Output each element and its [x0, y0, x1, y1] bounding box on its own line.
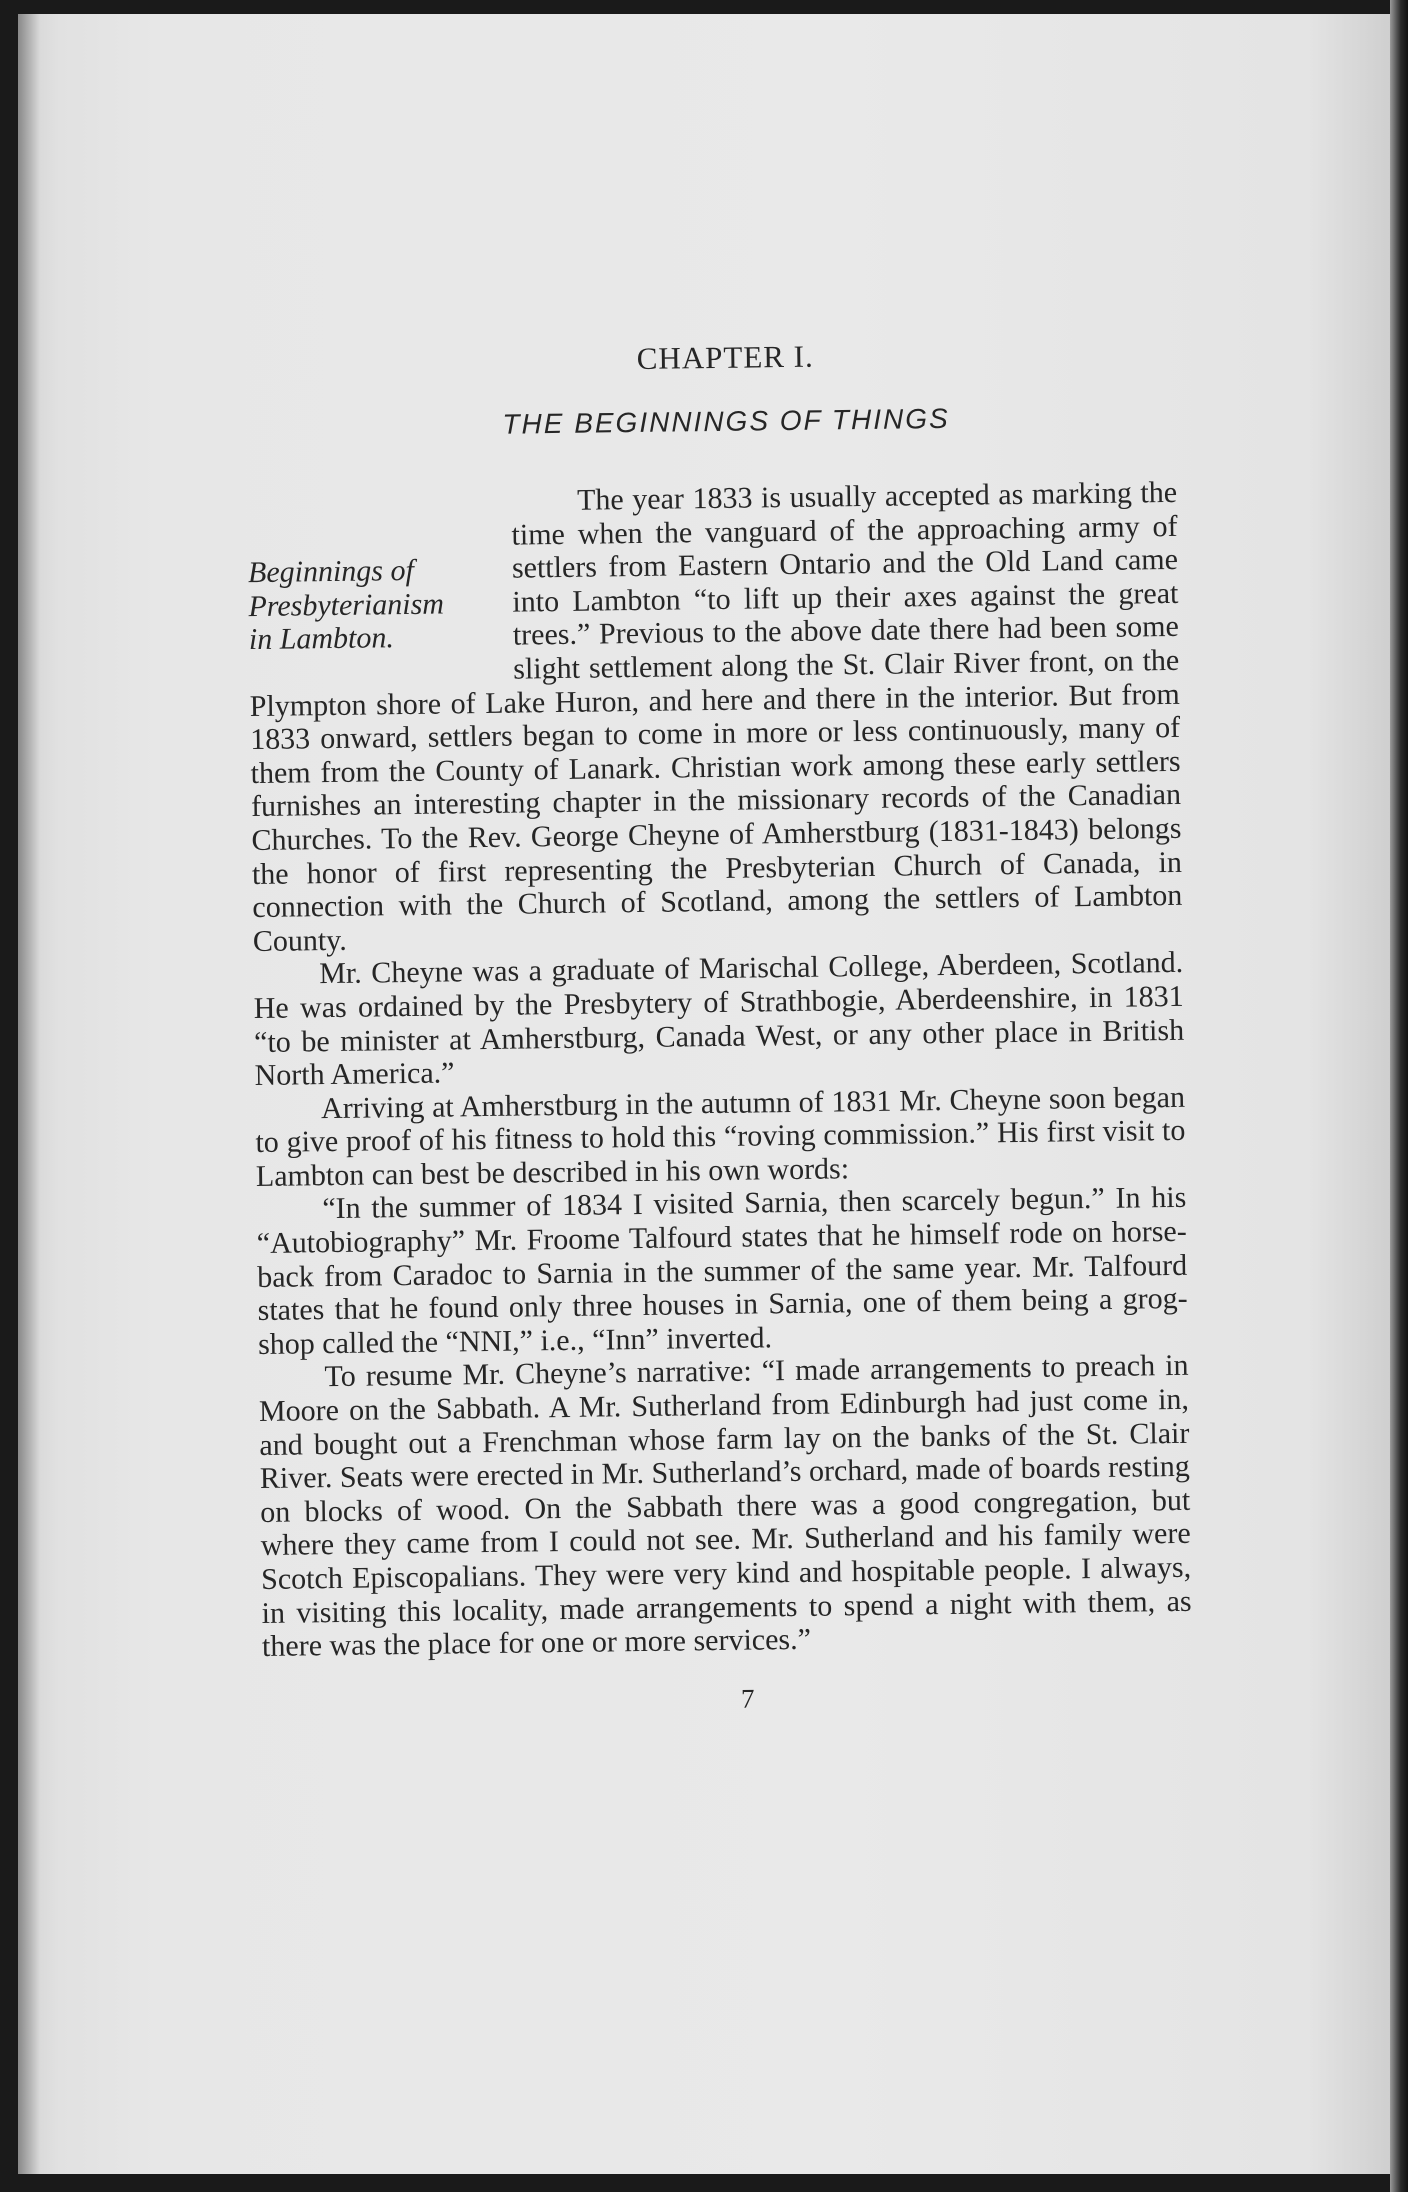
page-edge — [1390, 0, 1408, 2192]
chapter-number: CHAPTER I. — [636, 338, 814, 376]
page-content — [245, 334, 1193, 1721]
paragraph: To resume Mr. Cheyne’s narrative: “I made arrangements to preach in Moore on the Sabbath. A Mr. Sutherland from Edinburgh had just come in, and bought out a Frenchman whose farm lay on the banks of the St. Clair River. Seats were erected in Mr. Sutherland’s orchard, made of boards resting on blocks of wood. On the Sabbath there was a good congregation, but where they came from I could not see. Mr. Sutherland and his family were Scotch Episcopalians. They were very kind and hospitable people. I always, in visiting this locality, made arrangements to spend a night with them, as there was the place for one or more services.” — [258, 1349, 1192, 1664]
paragraph: “In the summer of 1834 I visited Sarnia, then scarcely begun.” In his “Autobiography” Mr. Froome Talfourd states that he himself rode on horse-back from Caradoc to Sarnia in the summer of the same year. Mr. Talfourd states that he found only three houses in Sarnia, one of them being a grog-shop called the “NNI,” i.e., “Inn” inverted. — [256, 1181, 1188, 1361]
margin-note — [248, 553, 499, 657]
chapter-title: THE BEGINNINGS OF THINGS — [502, 402, 950, 440]
margin-note-line: Presbyterianism — [248, 587, 445, 623]
margin-note-line: Beginnings of — [247, 553, 415, 590]
binding-shadow — [18, 14, 40, 2174]
margin-note-line: in Lambton. — [248, 621, 395, 657]
paragraph: Mr. Cheyne was a graduate of Marischal College, Aberdeen, Scotland. He was ordained by the Presbytery of Strathbogie, Aberdeenshire, in 1831 “to be minister at Amherstburg, Canada West, or any other place in British North America.” — [253, 946, 1185, 1093]
paragraph: The year 1833 is usually accepted as marking the time when the vanguard of the approaching army of settlers from Eastern Ontario and the Old Land came into Lambton “to lift up their axes against the great trees.” Previous to the above date there had been some slight settlement along the St. Clair River front, on the Plympton shore of Lake Huron, and here and there in the interior. But from 1833 onward, settlers began to come in more or less continuously, many of them from the County of Lanark. Christian work among these early settlers furnishes an interesting chapter in the missionary records of the Canadian Churches. To the Rev. George Cheyne of Amherstburg (1831-1843) belongs the honor of first representing the Presbyterian Church of Canada, in connection with the Church of Scotland, among the settlers of Lambton County. — [249, 475, 1183, 958]
paragraph: Arriving at Amherstburg in the autumn of 1831 Mr. Cheyne soon began to give proof of his fitness to hold this “roving commission.” His first visit to Lambton can best be described in his own words: — [255, 1080, 1186, 1193]
page-number: 7 — [740, 1683, 755, 1714]
